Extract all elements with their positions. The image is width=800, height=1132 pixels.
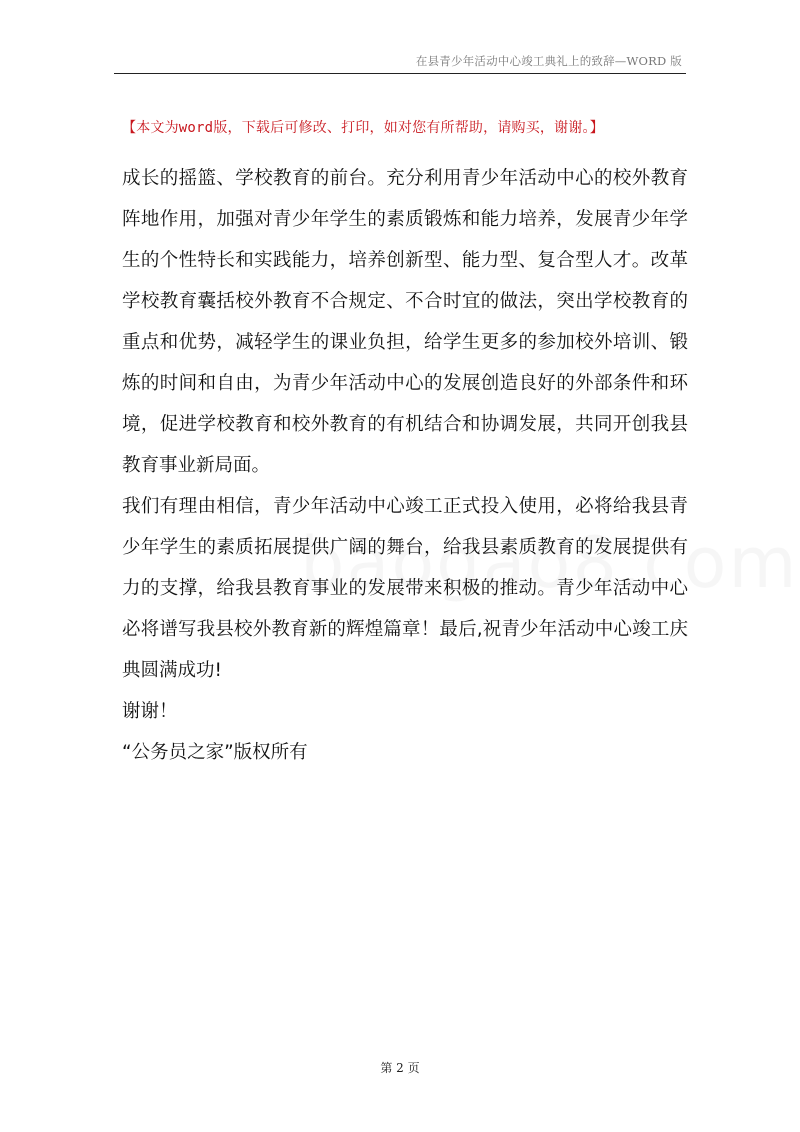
document-body xyxy=(122,158,688,773)
copyright-line: “公务员之家”版权所有 xyxy=(122,742,308,763)
closing-thanks: 谢谢！ xyxy=(122,701,178,722)
page-number: 第 2 页 xyxy=(380,1061,420,1075)
body-paragraph: 我们有理由相信，青少年活动中心竣工正式投入使用，必将给我县青少年学生的素质拓展提供广阔的舞台，给我县素质教育的发展提供有力的支撑，给我县教育事业的发展带来积极的推动。青少年活动中心必将谱写我县校外教育新的辉煌篇章！最后,祝青少年活动中心竣工庆典圆满成功! xyxy=(122,496,688,681)
download-notice: 【本文为word版，下载后可修改、打印，如对您有所帮助，请购买，谢谢。】 xyxy=(122,120,604,136)
header-divider xyxy=(114,73,686,74)
body-paragraph: 成长的摇篮、学校教育的前台。充分利用青少年活动中心的校外教育阵地作用，加强对青少年学生的素质锻炼和能力培养，发展青少年学生的个性特长和实践能力，培养创新型、能力型、复合型人才。改革学校教育囊括校外教育不合规定、不合时宜的做法，突出学校教育的重点和优势，减轻学生的课业负担，给学生更多的参加校外培训、锻炼的时间和自由，为青少年活动中心的发展创造良好的外部条件和环境，促进学校教育和校外教育的有机结合和协调发展，共同开创我县教育事业新局面。 xyxy=(122,168,688,476)
document-header-title: 在县青少年活动中心竣工典礼上的致辞—WORD 版 xyxy=(415,54,682,68)
